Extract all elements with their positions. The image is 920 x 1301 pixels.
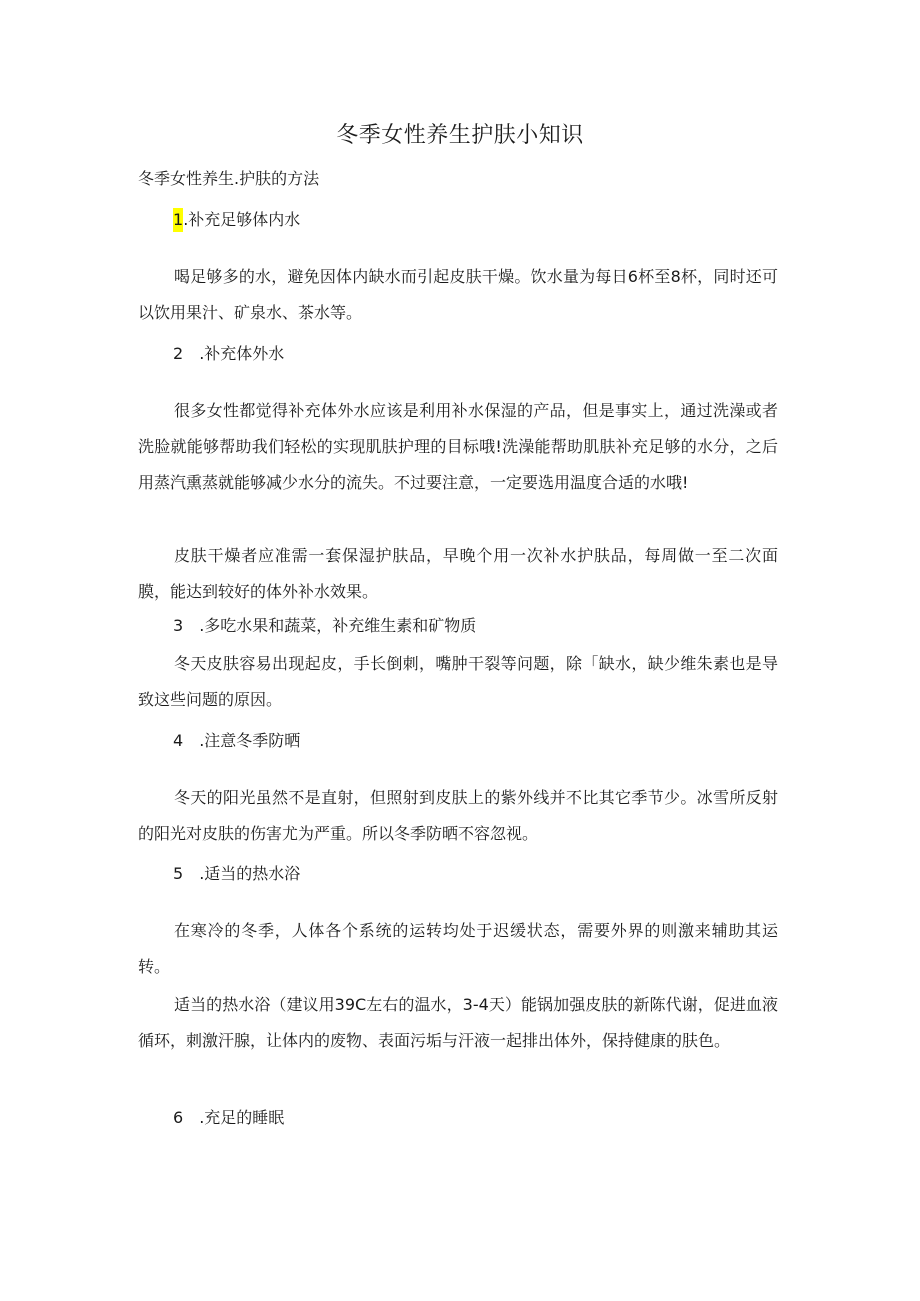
section-2-paragraph-2: 皮肤干燥者应准需一套保湿护肤品，早晚个用一次补水护肤品，每周做一至二次面膜，能达到较好的体外补水效果。 bbox=[138, 546, 778, 601]
section-heading-2 bbox=[173, 342, 284, 366]
section-heading-text: .多吃水果和蔬菜，补充维生素和矿物质 bbox=[199, 616, 477, 635]
section-number: 5 bbox=[173, 864, 184, 883]
section-4-paragraph-1: 冬天的阳光虽然不是直射，但照射到皮肤上的紫外线并不比其它季节少。冰雪所反射的阳光对皮肤的伤害尤为严重。所以冬季防晒不容忽视。 bbox=[138, 788, 778, 843]
section-heading-text: .充足的睡眠 bbox=[199, 1108, 285, 1127]
document-title: 冬季女性养生护肤小知识 bbox=[336, 123, 584, 148]
section-5-paragraph-1: 在寒冷的冬季，人体各个系统的运转均处于迟缓状态，需要外界的则激来辅助其运转。 bbox=[138, 921, 778, 976]
section-heading-text: .注意冬季防晒 bbox=[199, 731, 301, 750]
section-heading-1 bbox=[173, 208, 300, 232]
section-heading-5 bbox=[173, 862, 300, 886]
section-heading-text: .适当的热水浴 bbox=[199, 864, 301, 883]
section-heading-text: .补充体外水 bbox=[199, 344, 285, 363]
section-number: 1 bbox=[173, 208, 183, 232]
section-heading-6 bbox=[173, 1106, 284, 1130]
section-heading-4 bbox=[173, 729, 300, 753]
section-number: 6 bbox=[173, 1108, 184, 1127]
section-number: 2 bbox=[173, 344, 184, 363]
section-heading-3 bbox=[173, 614, 476, 638]
section-1-paragraph-1: 喝足够多的水，避免因体内缺水而引起皮肤干燥。饮水量为每日6杯至8杯，同时还可以饮用果汁、矿泉水、茶水等。 bbox=[138, 267, 778, 322]
document-subtitle: 冬季女性养生.护肤的方法 bbox=[138, 169, 320, 188]
section-number: 3 bbox=[173, 616, 184, 635]
section-heading-text: .补充足够体内水 bbox=[183, 210, 301, 229]
section-number: 4 bbox=[173, 731, 184, 750]
section-2-paragraph-1: 很多女性都觉得补充体外水应该是利用补水保湿的产品，但是事实上，通过洗澡或者洗脸就能够帮助我们轻松的实现肌肤护理的目标哦!洗澡能帮助肌肤补充足够的水分，之后用蒸汽熏蒸就能够减少水分的流失。不过要注意，一定要选用温度合适的水哦! bbox=[138, 401, 778, 492]
section-5-paragraph-2: 适当的热水浴（建议用39C左右的温水，3-4天）能锅加强皮肤的新陈代谢，促进血液循环，刺激汗腺，让体内的废物、表面污垢与汗液一起排出体外，保持健康的肤色。 bbox=[138, 995, 778, 1050]
section-3-paragraph-1: 冬天皮肤容易出现起皮，手长倒刺，嘴肿干裂等问题，除「缺水，缺少维朱素也是导致这些问题的原因。 bbox=[138, 654, 778, 709]
